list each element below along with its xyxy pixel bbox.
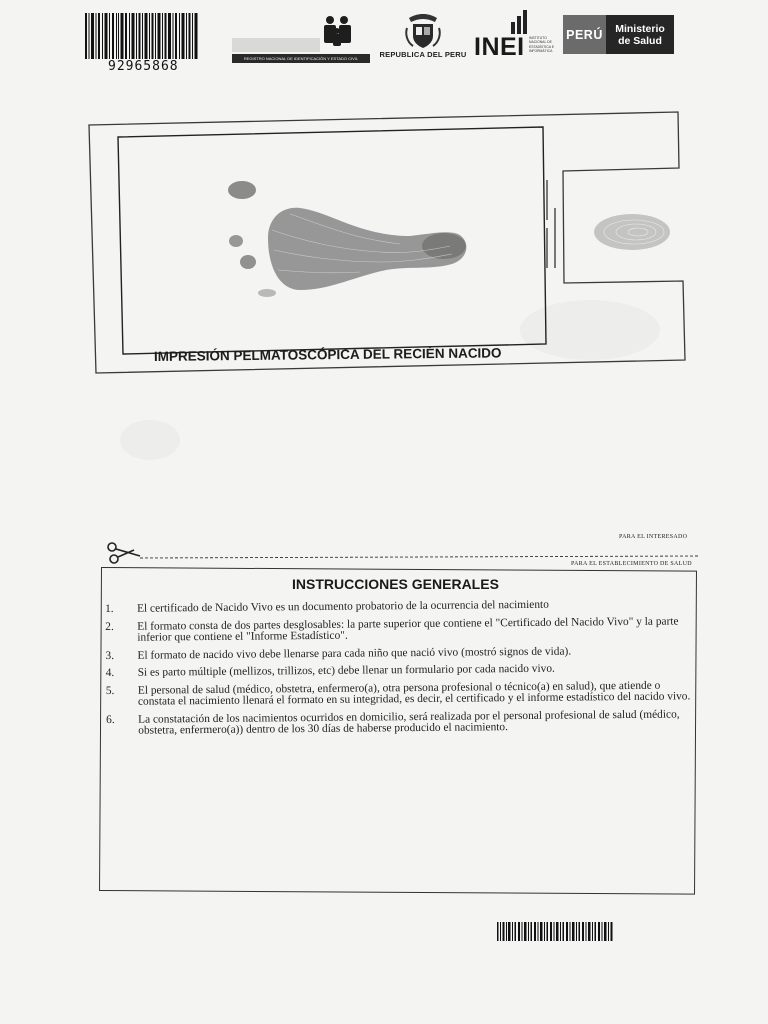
instruction-item (106, 662, 698, 679)
inei-label: INEI (474, 33, 525, 61)
instruction-item (106, 680, 698, 709)
minsa-label-line1: Ministerio (615, 22, 665, 35)
instruction-text: La constatación de los nacimientos ocurridos en domicilio, será realizada por el personal profesional de salud (médico, obstetra, enfermero(a)) dentro de los 30 días de haberse producido el nacimiento. (138, 707, 680, 737)
instruction-item (105, 616, 697, 645)
minsa-label-line2: de Salud (618, 34, 662, 47)
footprint-mark (228, 181, 466, 297)
instructions-title: INSTRUCCIONES GENERALES (292, 576, 499, 592)
instruction-item (106, 709, 698, 738)
cut-label-top: PARA EL INTERESADO (619, 534, 688, 540)
instruction-number: 4. (105, 666, 115, 679)
instruction-number: 2. (105, 620, 114, 633)
instruction-item (105, 645, 697, 662)
instruction-number: 1. (104, 602, 114, 615)
instruction-number: 3. (105, 649, 115, 662)
instruction-text: El personal de salud (médico, obstetra, enfermero(a), otra persona profesional o técnico(a) en salud), que atiende o constata el nacimiento llenará el formato en su integridad, es decir, el certificado y el informe estadístico del nacido vivo. (137, 679, 691, 708)
reniec-caption: REGISTRO NACIONAL DE IDENTIFICACIÓN Y ESTADO CIVIL (232, 54, 370, 63)
instruction-text: Si es parto múltiple (mellizos, trillizos, etc) debe llenar un formulario por cada nacido vivo. (137, 662, 555, 679)
instruction-text: El certificado de Nacido Vivo es un documento probatorio de la ocurrencia del nacimiento (136, 598, 549, 615)
fingerprint-mark (594, 214, 670, 250)
vertical-fine-print (540, 178, 564, 278)
instruction-number: 6. (106, 713, 115, 726)
instruction-number: 5. (105, 684, 115, 697)
barcode-number: 92965868 (108, 59, 179, 74)
peru-label: PERÚ (563, 15, 606, 54)
scissors-icon (104, 540, 144, 566)
footprint-section-label: IMPRESIÓN PELMATOSCÓPICA DEL RECIÉN NACIDO (153, 345, 502, 364)
instruction-text: El formato de nacido vivo debe llenarse para cada niño que nació vivo (mostró signos de vida). (137, 645, 572, 662)
republica-label: REPUBLICA DEL PERU (379, 50, 467, 59)
instruction-text: El formato consta de dos partes desglosables: la parte superior que contiene el "Certificado del Nacido Vivo" y la parte inferior que contiene el "Informe Estadístico". (137, 614, 679, 644)
cut-label-bottom: PARA EL ESTABLECIMIENTO DE SALUD (571, 561, 692, 567)
inei-caption: INSTITUTO NACIONAL DE ESTADÍSTICA E INFORMÁTICA (529, 36, 554, 54)
scan-smudge (120, 420, 180, 460)
instructions-list (105, 598, 698, 743)
footprint-frame (0, 0, 768, 400)
bottom-barcode (497, 922, 613, 941)
